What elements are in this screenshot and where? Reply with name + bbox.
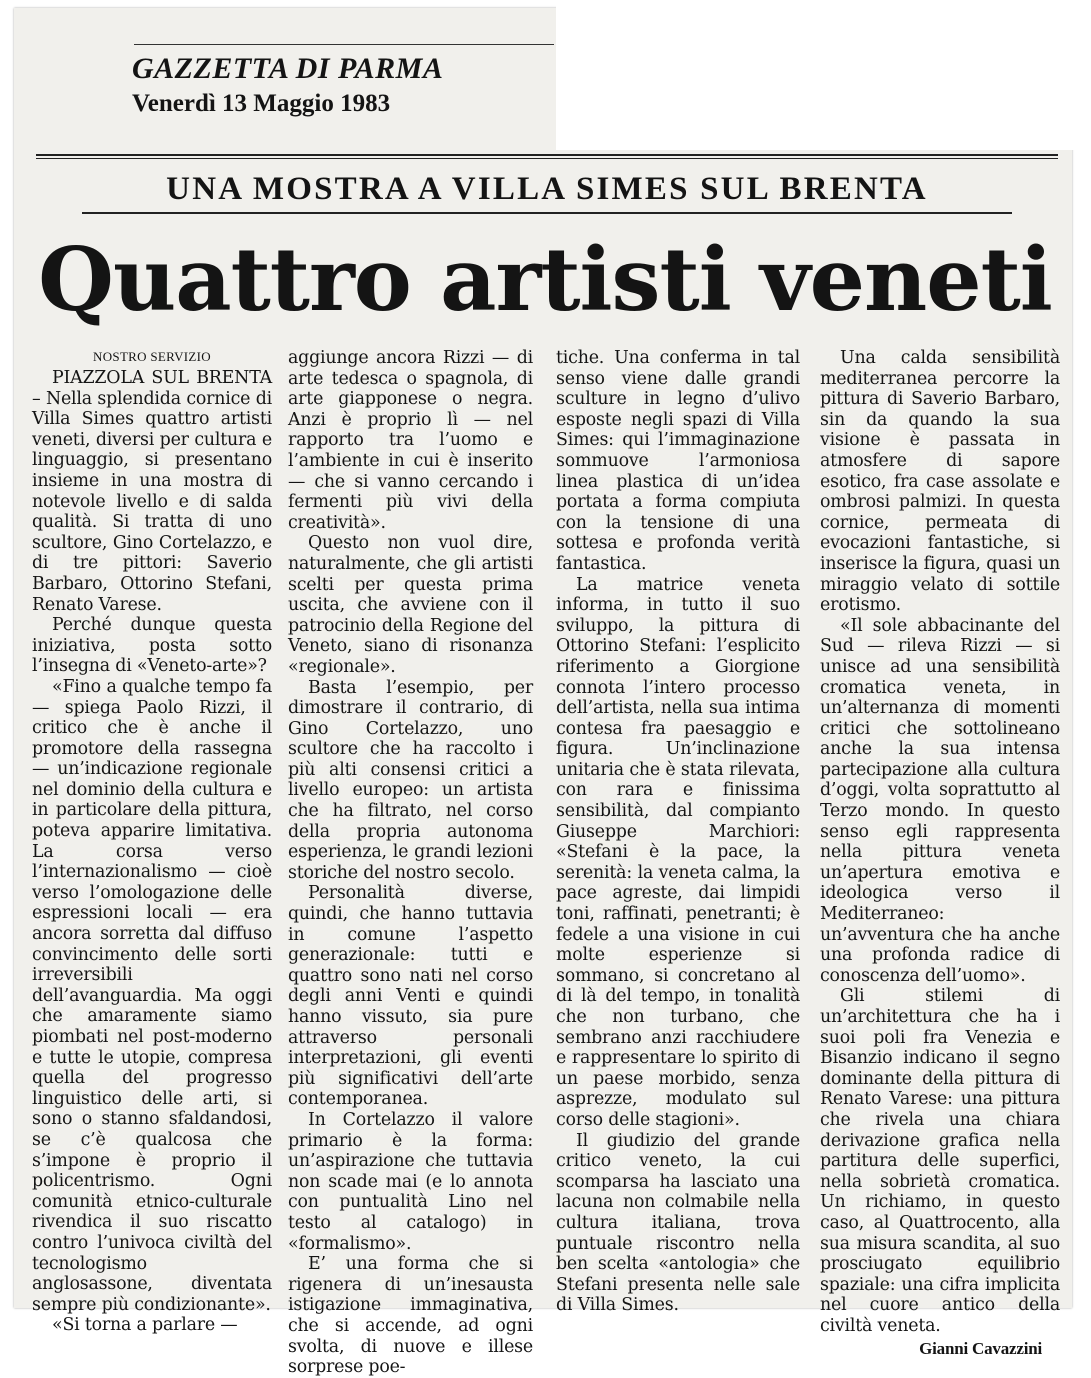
divider — [36, 158, 1058, 159]
paragraph: Questo non vuol dire, naturalmente, che gli artisti scelti per questa prima uscita, che avviene con il patrocinio della Regione del Veneto, siano di risonanza «regionale». — [288, 533, 533, 677]
paragraph: In Cortelazzo il valore primario è la forma: un’aspirazione che tuttavia non scade mai (e lo annota con puntualità Lino nel testo al catalogo) in «formalismo». — [288, 1109, 533, 1254]
paragraph: aggiunge ancora Rizzi — di arte tedesca o spagnola, di arte giapponese o negra. Anzi è proprio lì — nel rapporto tra l’uomo e l’ambiente in cui è inserito — che si vanno cercando i fermenti più vivi della creatività». — [288, 348, 533, 533]
paper-margin — [556, 0, 1076, 150]
paragraph: La matrice veneta informa, in tutto il suo sviluppo, la pittura di Ottorino Stefani: l’esplicito riferimento a Giorgione connota l’intero processo dell’artista, nella sua intima contesa fra paesaggio e figura. Un’inclinazione unitaria che è stata rilevata, con rara e finissima sensibilità, dal compianto Giuseppe Marchiori: «Stefani è la pace, la serenità: la veneta calma, la pace agreste, dai limpidi toni, raffinati, penetranti; è fedele a una visione in cui molte esperienze si sommano, si concretano al di là del tempo, in tonalità che non turbano, che sembrano anzi racchiudere e rappresentare lo spirito di un paese morbido, senza asprezze, modulato sul corso delle stagioni». — [556, 574, 800, 1130]
divider — [36, 154, 1058, 156]
byline: NOSTRO SERVIZIO — [93, 349, 211, 364]
article-column-3 — [556, 348, 800, 1316]
paragraph: Personalità diverse, quindi, che hanno tuttavia in comune l’aspetto generazionale: tutti e quattro sono nati nel corso degli anni Venti e quindi hanno vissuto, sia pure attraverso personali interpretazioni, gli eventi più significativi dell’arte contemporanea. — [288, 883, 533, 1110]
masthead-rule — [134, 44, 554, 45]
article-column-1 — [32, 348, 272, 1336]
paragraph: Il giudizio del grande critico veneto, la cui scomparsa ha lasciato una lacuna non colmabile nella cultura italiana, trova puntuale riscontro nella ben scelta «antologia» che Stefani presenta nelle sale di Villa Simes. — [556, 1130, 800, 1316]
kicker: UNA MOSTRA A VILLA SIMES SUL BRENTA — [166, 171, 928, 207]
paragraph: Basta l’esempio, per dimostrare il contrario, di Gino Cortelazzo, uno scultore che ha raccolto i più alti consensi critici a livello europeo: un artista che ha filtrato, nel corso della propria autonoma esperienza, le grandi lezioni storiche del nostro secolo. — [288, 677, 533, 883]
paragraph: «Il sole abbacinante del Sud — rileva Rizzi — si unisce ad una sensibilità cromatica veneta, in un’alternanza di momenti critici che sottolineano anche la sua intensa partecipazione alla cultura d’oggi, volta soprattutto al Terzo mondo. In questo senso egli rappresenta nella pittura veneta un’apertura emotiva e ideologica verso il Mediterraneo: un’avventura che ha anche una profonda radice di conoscenza dell’uomo». — [820, 615, 1060, 986]
newspaper-name: GAZZETTA DI PARMA — [132, 52, 444, 85]
article-column-4 — [820, 348, 1060, 1358]
paragraph: Una calda sensibilità mediterranea percorre la pittura di Saverio Barbaro, sin da quando la sua visione è passata in atmosfere di sapore esotico, fra case assolate e ombrosi palmizi. In questa cornice, permeata di evocazioni fantastiche, si inserisce la figura, quasi un miraggio velato di sottile erotismo. — [820, 348, 1060, 616]
paragraph: tiche. Una conferma in tal senso viene dalle grandi sculture in legno d’ulivo esposte negli spazi di Villa Simes: qui l’immaginazione sommuove l’armoniosa linea plastica di un’idea portata a forma compiuta con la tensione di una sottesa e profonda verità fantastica. — [556, 348, 800, 574]
article-column-2 — [288, 348, 533, 1378]
issue-date: Venerdì 13 Maggio 1983 — [132, 90, 391, 117]
paragraph: E’ una forma che si rigenera di un’inesausta istigazione immaginativa, che si accende, ad ogni svolta, di nuove e illese sorprese poe- — [288, 1254, 533, 1378]
masthead — [132, 50, 542, 120]
paragraph: «Fino a qualche tempo fa — spiega Paolo Rizzi, il critico che è anche il promotore della rassegna — un’indicazione regionale nel dominio della cultura e in particolare della pittura, poteva apparire limitativa. La corsa verso l’internazionalismo — cioè verso l’omologazione delle espressioni locali — era ancora sorretta dal diffuso convincimento delle sorti irreversibili dell’avanguardia. Ma oggi che amaramente siamo piombati nel post-moderno e tutte le utopie, compresa quella del progresso linguistico delle arti, si sono o stanno sfaldandosi, se c’è qualcosa che s’impone è proprio il policentrismo. Ogni comunità etnico-culturale rivendica il suo riscatto contro l’univoca civiltà del tecnologismo anglosassone, diventata sempre più condizionante». — [32, 676, 272, 1315]
author-signature: Gianni Cavazzini — [919, 1338, 1042, 1358]
paragraph: Perché dunque questa iniziativa, posta sotto l’insegna di «Veneto-arte»? — [32, 615, 272, 677]
divider — [82, 212, 1012, 214]
headline: Quattro artisti veneti — [38, 228, 1052, 331]
paragraph: Gli stilemi di un’architettura che ha i suoi poli fra Venezia e Bisanzio indicano il segno dominante della pittura di Renato Varese: una pittura che rivela una chiara derivazione grafica nella partitura delle superfici, nella sobrietà cromatica. Un richiamo, in questo caso, al Quattrocento, alla sua misura scandita, al suo prosciugato equilibrio spaziale: una cifra implicita nel cuore antico della civiltà veneta. — [820, 986, 1060, 1336]
paragraph: «Si torna a parlare — — [52, 1315, 238, 1336]
paragraph: PIAZZOLA SUL BRENTA – Nella splendida cornice di Villa Simes quattro artisti veneti, diversi per cultura e linguaggio, si presentano insieme in una mostra di notevole livello e di salda qualità. Si tratta di uno scultore, Gino Cortelazzo, e di tre pittori: Saverio Barbaro, Ottorino Stefani, Renato Varese. — [32, 368, 272, 615]
